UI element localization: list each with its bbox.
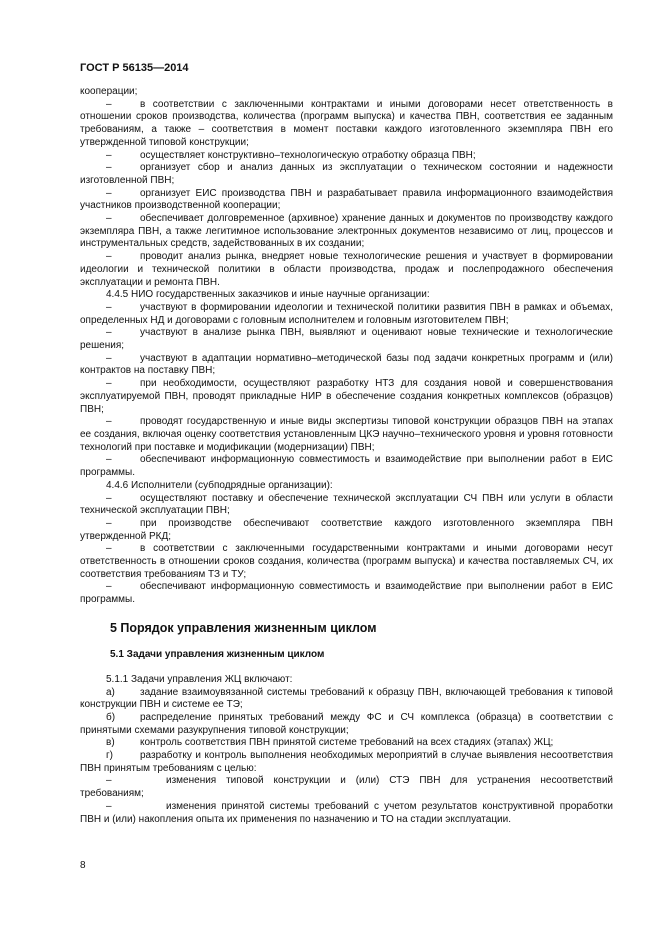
list-item-text: организует сбор и анализ данных из эксплуатации о техническом состоянии и надежности изготовленной ПВН; [80,162,613,186]
page-number: 8 [80,860,86,871]
list-item-text: участвуют в адаптации нормативно–методической базы под задачи конкретных программ и (или) контрактов на поставку ПВН; [80,352,613,377]
paragraph: кооперации; [80,86,138,97]
list-marker: – [106,581,112,593]
dash-list-item [80,188,613,213]
list-marker: – [106,775,112,787]
list-item-text: разработку и контроль выполнения необходимых мероприятий в случае выявления несоответствия ПВН принятым требованиям с целью: [80,750,613,774]
list-item-text: обеспечивает долговременное (архивное) хранение данных и документов по производству каждого экземпляра ПВН, а также легитимное использование электронных документов независимо от лиц, процессов и инструментальных средств, задействованных в их создании; [80,213,613,250]
list-marker: – [106,378,112,390]
dash-list-item [80,543,613,581]
document-header: ГОСТ Р 56135—2014 [80,62,189,74]
list-marker: б) [106,711,116,723]
list-item-text: изменения принятой системы требований с учетом результатов конструктивной проработки ПВН и (или) накопления опыта их применения по назначению и ТО на стадии эксплуатации. [80,800,613,825]
list-item-text: контроль соответствия ПВН принятой системе требований на всех стадиях (этапах) ЖЦ; [140,737,554,749]
list-item-text: в соответствии с заключенными контрактами и иными договорами несет ответственность в отношении сроков производства, количества (программ выпуска) и качества ПВН, соответствия ее заданным требованиям, а также – соответствия в момент поставки каждого изготовленного экземпляра ПВН его утвержденной типовой конструкции; [80,98,613,148]
subsection-heading: 5.1 Задачи управления жизненным циклом [110,648,325,660]
list-item-text: осуществляет конструктивно–технологическую отработку образца ПВН; [140,149,476,161]
dash-list-item [80,162,613,187]
list-item-text: обеспечивают информационную совместимость и взаимодействие при выполнении работ в ЕИС программы. [80,454,613,479]
list-marker: а) [106,686,115,698]
dash-list-item [80,493,613,518]
list-item-text: проводит анализ рынка, внедряет новые технологические решения и участвует в формировании идеологии и технической политики в области производства, продаж и послепродажного обеспечения эксплуатации и ремонта ПВН. [80,251,613,288]
list-marker: – [106,416,112,428]
dash-list-item [80,378,613,416]
list-item-text: изменения типовой конструкции и (или) СТЭ ПВН для устранения несоответствий требованиям; [80,775,613,800]
list-marker: – [106,517,112,529]
dash-list-item [80,416,613,454]
dash-list-item [80,518,613,543]
dash-list-item [80,213,613,251]
dash-list-item [80,251,613,289]
list-marker: – [106,149,112,161]
document-body [80,86,613,826]
list-item-text: обеспечивают информационную совместимость и взаимодействие при выполнении работ в ЕИС программы. [80,581,613,606]
list-marker: – [106,327,112,339]
lettered-list-item [80,687,613,712]
list-marker: – [106,213,112,225]
lettered-list-item [80,737,613,750]
list-marker: в) [106,737,115,749]
section-heading: 5 Порядок управления жизненным циклом [110,620,377,635]
lettered-list-item [80,712,613,737]
list-item-text: при необходимости, осуществляют разработку НТЗ для создания новой и совершенствования эксплуатируемой ПВН, проводят прикладные НИР в обеспечение создания конкретных комплексов (образцов) ПВН; [80,378,613,415]
list-marker: г) [106,750,113,762]
list-marker: – [106,492,112,504]
dash-list-item [80,327,613,352]
dash-list-item [80,302,613,327]
list-marker: – [106,454,112,466]
list-marker: – [106,251,112,263]
dash-list-item [80,99,613,150]
dash-list-item [80,150,613,163]
list-item-text: задание взаимоувязанной системы требований к образцу ПВН, включающей требования к типовой конструкции ПВН и системе ее ТЭ; [80,686,613,711]
list-marker: – [106,352,112,364]
document-page [80,62,613,826]
list-item-text: участвуют в формировании идеологии и технической политики развития ПВН в рамках и объемах, определенных НД и договорами с головным исполнителем и головным изготовителем ПВН; [80,301,613,326]
dash-list-item [80,801,613,826]
list-marker: – [106,162,112,174]
dash-list-item [80,775,613,800]
list-marker: – [106,800,112,812]
clause-paragraph: 4.4.5 НИО государственных заказчиков и иные научные организации: [106,289,430,301]
list-item-text: распределение принятых требований между ФС и СЧ комплекса (образца) в соответствии с принятыми схемами разукрупнения типовой конструкции; [80,711,613,736]
list-item-text: организует ЕИС производства ПВН и разрабатывает правила информационного взаимодействия участников производственной кооперации; [80,187,613,212]
list-item-text: участвуют в анализе рынка ПВН, выявляют и оценивают новые технические и технологические решения; [80,327,613,352]
list-marker: – [106,301,112,313]
lettered-list-item [80,750,613,775]
list-marker: – [106,187,112,199]
clause-paragraph: 5.1.1 Задачи управления ЖЦ включают: [106,673,293,685]
dash-list-item [80,353,613,378]
list-item-text: проводят государственную и иные виды экспертизы типовой конструкции образцов ПВН на этапах ее создания, включая оценку соответствия установленным ЦКЭ научно–технического уровня и уровня готовности технологий при поставке и модификации (модернизации) ПВН; [80,416,613,453]
dash-list-item [80,454,613,479]
list-item-text: в соответствии с заключенными государственными контрактами и иными договорами несут ответственность в отношении сроков создания, количества (программ выпуска) и качества поставляемых СЧ, их соответствия требованиям ТЗ и ТУ; [80,543,613,580]
list-item-text: осуществляют поставку и обеспечение технической эксплуатации СЧ ПВН или услуги в области технической эксплуатации ПВН; [80,492,613,517]
list-marker: – [106,543,112,555]
clause-paragraph: 4.4.6 Исполнители (субподрядные организации): [106,479,333,491]
list-marker: – [106,98,112,110]
list-item-text: при производстве обеспечивают соответствие каждого изготовленного экземпляра ПВН утвержденной РКД; [80,517,613,542]
dash-list-item [80,581,613,606]
